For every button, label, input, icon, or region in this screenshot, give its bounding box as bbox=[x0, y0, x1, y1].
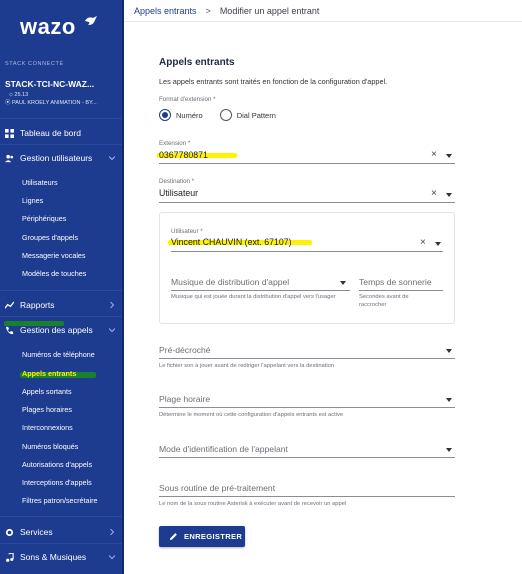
extension-underline bbox=[159, 163, 455, 164]
preprocess-help-text: Le nom de la sous routine Asterisk à exécuter avant de recevoir un appel bbox=[159, 501, 347, 507]
preprocess-input[interactable]: Sous routine de pré-traitement bbox=[159, 483, 276, 493]
nav-lines[interactable]: Lignes bbox=[22, 196, 44, 205]
nav-calls-section-label: Gestion des appels bbox=[20, 325, 93, 335]
nav-call-permissions[interactable]: Autorisations d'appels bbox=[22, 460, 93, 469]
nav-reports[interactable] bbox=[5, 298, 55, 312]
chevron-right-icon[interactable] bbox=[109, 529, 115, 535]
sidebar-divider bbox=[0, 118, 122, 119]
nav-dashboard[interactable] bbox=[5, 126, 81, 140]
nav-key-templates[interactable]: Modèles de touches bbox=[22, 269, 87, 278]
bird-logo-icon bbox=[84, 14, 98, 28]
ext-format-radio-group bbox=[159, 109, 276, 121]
user-label: Utilisateur * bbox=[171, 228, 203, 235]
save-button[interactable] bbox=[159, 526, 245, 547]
nav-schedules[interactable]: Plages horaires bbox=[22, 405, 72, 414]
sidebar-divider bbox=[0, 316, 122, 317]
users-icon bbox=[5, 154, 14, 163]
destination-label: Destination * bbox=[159, 178, 195, 185]
nav-phone-numbers[interactable]: Numéros de téléphone bbox=[22, 350, 95, 359]
version-icon: ⬦ bbox=[9, 92, 13, 98]
clear-icon[interactable]: × bbox=[431, 149, 437, 160]
sidebar-divider bbox=[0, 290, 122, 291]
preprocess-underline bbox=[159, 496, 455, 497]
nav-voicemails[interactable]: Messagerie vocales bbox=[22, 251, 86, 260]
stack-name[interactable]: STACK-TCI-NC-WAZ... bbox=[5, 79, 95, 89]
nav-call-groups[interactable]: Groupes d'appels bbox=[22, 233, 79, 242]
breadcrumb-parent-link[interactable]: Appels entrants bbox=[134, 5, 197, 16]
nav-services-label: Services bbox=[20, 527, 53, 537]
caret-down-icon[interactable] bbox=[340, 281, 346, 285]
caret-down-icon[interactable] bbox=[446, 349, 452, 353]
nav-services[interactable] bbox=[5, 525, 53, 539]
nav-sounds[interactable] bbox=[5, 550, 86, 564]
stack-owner-text: PAUL KROELY ANIMATION - BY... bbox=[12, 100, 97, 106]
schedule-help-text: Détermine le moment où cette configuration d'appels entrants est active bbox=[159, 412, 344, 418]
ring-time-underline bbox=[359, 290, 443, 291]
stack-caption: STACK CONNECTÉ bbox=[5, 61, 64, 67]
radio-numero[interactable] bbox=[159, 109, 171, 121]
callerid-underline bbox=[159, 457, 455, 458]
callerid-mode-select[interactable]: Mode d'identification de l'appelant bbox=[159, 444, 288, 454]
caret-down-icon[interactable] bbox=[446, 448, 452, 452]
chevron-down-icon[interactable] bbox=[109, 327, 115, 333]
radio-numero-label[interactable]: Numéro bbox=[176, 110, 203, 120]
nav-call-filters[interactable]: Filtres patron/secrétaire bbox=[22, 496, 98, 505]
moh-underline bbox=[171, 290, 350, 291]
caret-down-icon[interactable] bbox=[446, 193, 452, 197]
ring-time-help-text: Secondes avant de raccrocher bbox=[359, 294, 409, 308]
radio-dial-pattern-label[interactable]: Dial Pattern bbox=[236, 110, 276, 120]
destination-select[interactable]: Utilisateur bbox=[159, 188, 199, 198]
nav-dashboard-label: Tableau de bord bbox=[20, 128, 81, 138]
destination-underline bbox=[159, 202, 455, 203]
chart-line-icon bbox=[5, 301, 14, 310]
wazo-logo[interactable]: wazo bbox=[20, 14, 76, 39]
save-button-label: ENREGISTRER bbox=[184, 532, 243, 541]
chevron-right-icon[interactable] bbox=[109, 302, 115, 308]
pencil-icon bbox=[169, 532, 178, 541]
nav-users-section-label: Gestion utilisateurs bbox=[20, 153, 93, 163]
schedule-underline bbox=[159, 407, 455, 408]
schedule-select[interactable]: Plage horaire bbox=[159, 394, 211, 404]
sidebar-divider bbox=[0, 543, 122, 544]
sidebar-divider bbox=[0, 516, 122, 517]
greeting-underline bbox=[159, 358, 455, 359]
ext-format-label: Format d'extension * bbox=[159, 96, 216, 103]
extension-input[interactable]: 0367780871 bbox=[159, 150, 208, 160]
extension-label: Extension * bbox=[159, 140, 191, 147]
sidebar-divider bbox=[0, 144, 122, 145]
user-underline bbox=[171, 251, 443, 252]
breadcrumb bbox=[124, 0, 522, 22]
breadcrumb-separator-icon: > bbox=[205, 5, 211, 16]
phone-icon bbox=[5, 326, 14, 335]
page-title: Appels entrants bbox=[159, 57, 235, 68]
stack-version-text: 25.13 bbox=[14, 92, 29, 98]
nav-incoming-calls[interactable]: Appels entrants bbox=[22, 369, 77, 378]
user-select[interactable]: Vincent CHAUVIN (ext. 67107) bbox=[171, 237, 292, 247]
nav-reports-label: Rapports bbox=[20, 300, 55, 310]
location-pin-icon: ⦿ bbox=[5, 100, 11, 106]
breadcrumb-current: Modifier un appel entrant bbox=[219, 5, 320, 16]
moh-help-text: Musique qui est jouée durant la distribution d'appel vers l'usager bbox=[171, 294, 336, 300]
chevron-down-icon[interactable] bbox=[109, 155, 115, 161]
nav-users-section[interactable] bbox=[5, 151, 92, 165]
gear-icon bbox=[5, 528, 14, 537]
nav-devices[interactable]: Périphériques bbox=[22, 214, 67, 223]
nav-blocked-numbers[interactable]: Numéros bloqués bbox=[22, 442, 79, 451]
dashboard-icon bbox=[5, 129, 14, 138]
sidebar bbox=[0, 0, 124, 574]
ring-time-input[interactable]: Temps de sonnerie bbox=[359, 277, 432, 287]
radio-dial-pattern[interactable] bbox=[220, 109, 232, 121]
chevron-down-icon[interactable] bbox=[109, 554, 115, 560]
nav-users[interactable]: Utilisateurs bbox=[22, 178, 58, 187]
greeting-select[interactable]: Pré-décroché bbox=[159, 345, 211, 355]
caret-down-icon[interactable] bbox=[446, 154, 452, 158]
nav-outgoing-calls[interactable]: Appels sortants bbox=[22, 387, 72, 396]
nav-call-pickups[interactable]: Interceptions d'appels bbox=[22, 478, 92, 487]
page-description: Les appels entrants sont traités en fonction de la configuration d'appel. bbox=[159, 77, 388, 86]
nav-sounds-label: Sons & Musiques bbox=[20, 552, 87, 562]
caret-down-icon[interactable] bbox=[435, 242, 441, 246]
moh-select[interactable]: Musique de distribution d'appel bbox=[171, 277, 290, 287]
sidebar-edge bbox=[122, 0, 124, 574]
music-note-icon bbox=[5, 553, 14, 562]
clear-icon[interactable]: × bbox=[431, 188, 437, 199]
nav-calls-section[interactable] bbox=[5, 323, 93, 337]
nav-trunks[interactable]: Interconnexions bbox=[22, 423, 73, 432]
clear-icon[interactable]: × bbox=[420, 237, 426, 248]
greeting-help-text: Le fichier son à jouer avant de rediriger l'appelant vers la destination bbox=[159, 363, 335, 369]
stack-owner bbox=[5, 98, 97, 106]
caret-down-icon[interactable] bbox=[446, 398, 452, 402]
